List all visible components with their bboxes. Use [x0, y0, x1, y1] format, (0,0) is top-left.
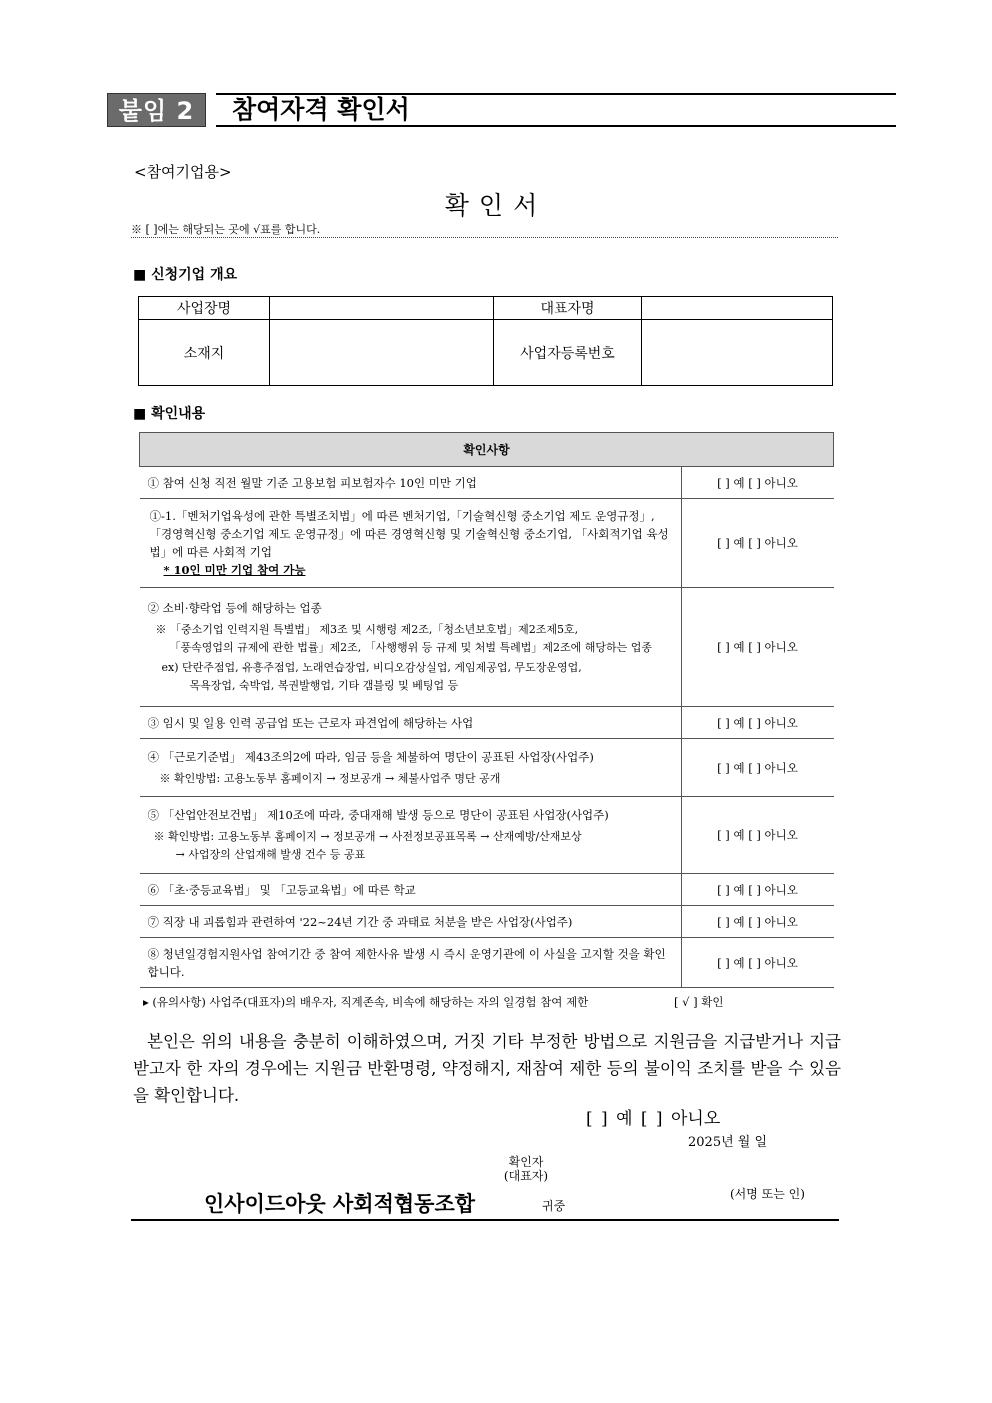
field-location[interactable]: [270, 320, 494, 386]
signature-field[interactable]: (서명 또는 인): [730, 1187, 805, 1201]
caution-row: [139, 994, 834, 1010]
check-item-8: ⑧ 청년일경험지원사업 참여기간 중 참여 제한사유 발생 시 즉시 운영기관에 이 사실을 고지할 것을 확인합니다.: [140, 938, 682, 988]
sign-date: 2025년 월 일: [688, 1135, 768, 1150]
form-subtype: <참여기업용>: [134, 163, 232, 181]
check-item-text: ⑤ 「산업안전보건법」 제10조에 따라, 중대재해 발생 등으로 명단이 공표된 사업장(사업주): [147, 808, 609, 822]
label-representative: 대표자명: [494, 297, 642, 320]
check-item-example: 목욕장업, 숙박업, 복권발행업, 기타 갬블링 및 베팅업 등: [189, 679, 459, 692]
check-item-5: [140, 797, 682, 874]
company-info-table: [138, 296, 833, 386]
yes-no-check[interactable]: [ ] 예 [ ] 아니오: [681, 707, 834, 739]
yes-no-check[interactable]: [ ] 예 [ ] 아니오: [681, 874, 834, 906]
yes-no-check[interactable]: [ ] 예 [ ] 아니오: [681, 938, 834, 988]
check-item-text: ①-1.「벤처기업육성에 관한 특별조치법」에 따른 벤처기업,「기술혁신형 중소기업 제도 운영규정」,「경영혁신형 중소기업 제도 운영규정」에 따른 경영혁신형 및 기술혁신형 중소기업, 「사회적기업 육성법」에 따른 사회적 기업: [149, 509, 669, 559]
label-business-name: 사업장명: [139, 297, 270, 320]
check-item-sub: ※ 확인방법: 고용노동부 홈페이지 → 정보공개 → 사전정보공표목록 → 산재예방/산재보상: [153, 830, 582, 843]
form-title: 확인서: [444, 191, 548, 220]
check-item-text: ④ 「근로기준법」 제43조의2에 따라, 임금 등을 체불하여 명단이 공표된 사업장(사업주): [147, 749, 594, 764]
check-item-2: [140, 588, 682, 707]
title-rule-bottom: [216, 125, 896, 127]
check-table-header: 확인사항: [140, 433, 834, 467]
signer-label-line1: 확인자: [508, 1155, 544, 1169]
check-item-1: ① 참여 신청 직전 월말 기준 고용보험 피보험자수 10인 미만 기업: [140, 467, 682, 499]
field-representative[interactable]: [642, 297, 833, 320]
check-item-3: ③ 임시 및 일용 인력 공급업 또는 근로자 파견업에 해당하는 사업: [140, 707, 682, 739]
section-check-heading: ■ 확인내용: [133, 406, 206, 422]
check-item-text: ② 소비·향락업 등에 해당하는 업종: [147, 601, 322, 615]
check-item-sub: ※ 「중소기업 인력지원 특별법」 제3조 및 시행령 제2조,「청소년보호법」제2조제5호,: [155, 623, 579, 636]
attachment-badge: 붙임 2: [107, 93, 206, 127]
check-item-sub: 「풍속영업의 규제에 관한 법률」제2조, 「사행행위 등 규제 및 처벌 특례법」제2조에 해당하는 업종: [169, 641, 652, 654]
check-item-sub: ※ 확인방법: 고용노동부 홈페이지 → 정보공개 → 체불사업주 명단 공개: [159, 771, 501, 785]
section-company-heading: ■ 신청기업 개요: [133, 267, 238, 283]
yes-no-check[interactable]: [ ] 예 [ ] 아니오: [681, 499, 834, 588]
signer-label-line2: (대표자): [503, 1169, 549, 1183]
check-item-1-1: [140, 499, 682, 588]
yes-no-check[interactable]: [ ] 예 [ ] 아니오: [681, 739, 834, 797]
field-business-name[interactable]: [270, 297, 494, 320]
check-item-example: ex) 단란주점업, 유흥주점업, 노래연습장업, 비디오감상실업, 게임제공업, 무도장운영업,: [161, 661, 582, 674]
check-table: [139, 432, 834, 988]
label-location: 소재지: [139, 320, 270, 386]
dotted-divider: [131, 237, 838, 238]
yes-no-check[interactable]: [ ] 예 [ ] 아니오: [681, 467, 834, 499]
recipient-honorific: 귀중: [542, 1199, 566, 1213]
recipient-org: 인사이드아웃 사회적협동조합: [204, 1191, 476, 1216]
final-yes-no[interactable]: [ ] 예 [ ] 아니오: [586, 1109, 721, 1129]
check-item-7: ⑦ 직장 내 괴롭힘과 관련하여 '22~24년 기간 중 과태료 처분을 받은 사업장(사업주): [140, 906, 682, 938]
label-reg-no: 사업자등록번호: [494, 320, 642, 386]
yes-no-check[interactable]: [ ] 예 [ ] 아니오: [681, 797, 834, 874]
check-item-sub: → 사업장의 산업재해 발생 건수 등 공표: [175, 848, 366, 861]
pledge-text: 본인은 위의 내용을 충분히 이해하였으며, 거짓 기타 부정한 방법으로 지원금을 지급받거나 지급받고자 한 자의 경우에는 지원금 반환명령, 약정해지, 재참여 제한 등의 불이익 조치를 받을 수 있음을 확인합니다.: [133, 1032, 841, 1105]
check-item-4: [140, 739, 682, 797]
bottom-rule: [131, 1219, 839, 1221]
check-note: ※ [ ]에는 해당되는 곳에 √표를 합니다.: [131, 223, 321, 236]
document-title: 참여자격 확인서: [232, 95, 410, 124]
caution-check[interactable]: [ √ ] 확인: [674, 995, 724, 1009]
yes-no-check[interactable]: [ ] 예 [ ] 아니오: [681, 588, 834, 707]
signer-label: [498, 1155, 554, 1183]
field-reg-no[interactable]: [642, 320, 833, 386]
yes-no-check[interactable]: [ ] 예 [ ] 아니오: [681, 906, 834, 938]
check-item-warning: * 10인 미만 기업 참여 가능: [163, 563, 306, 577]
caution-text: ▸ (유의사항) 사업주(대표자)의 배우자, 직계존속, 비속에 해당하는 자의 일경험 참여 제한: [143, 995, 589, 1009]
check-item-6: ⑥ 「초·중등교육법」 및 「고등교육법」에 따른 학교: [140, 874, 682, 906]
